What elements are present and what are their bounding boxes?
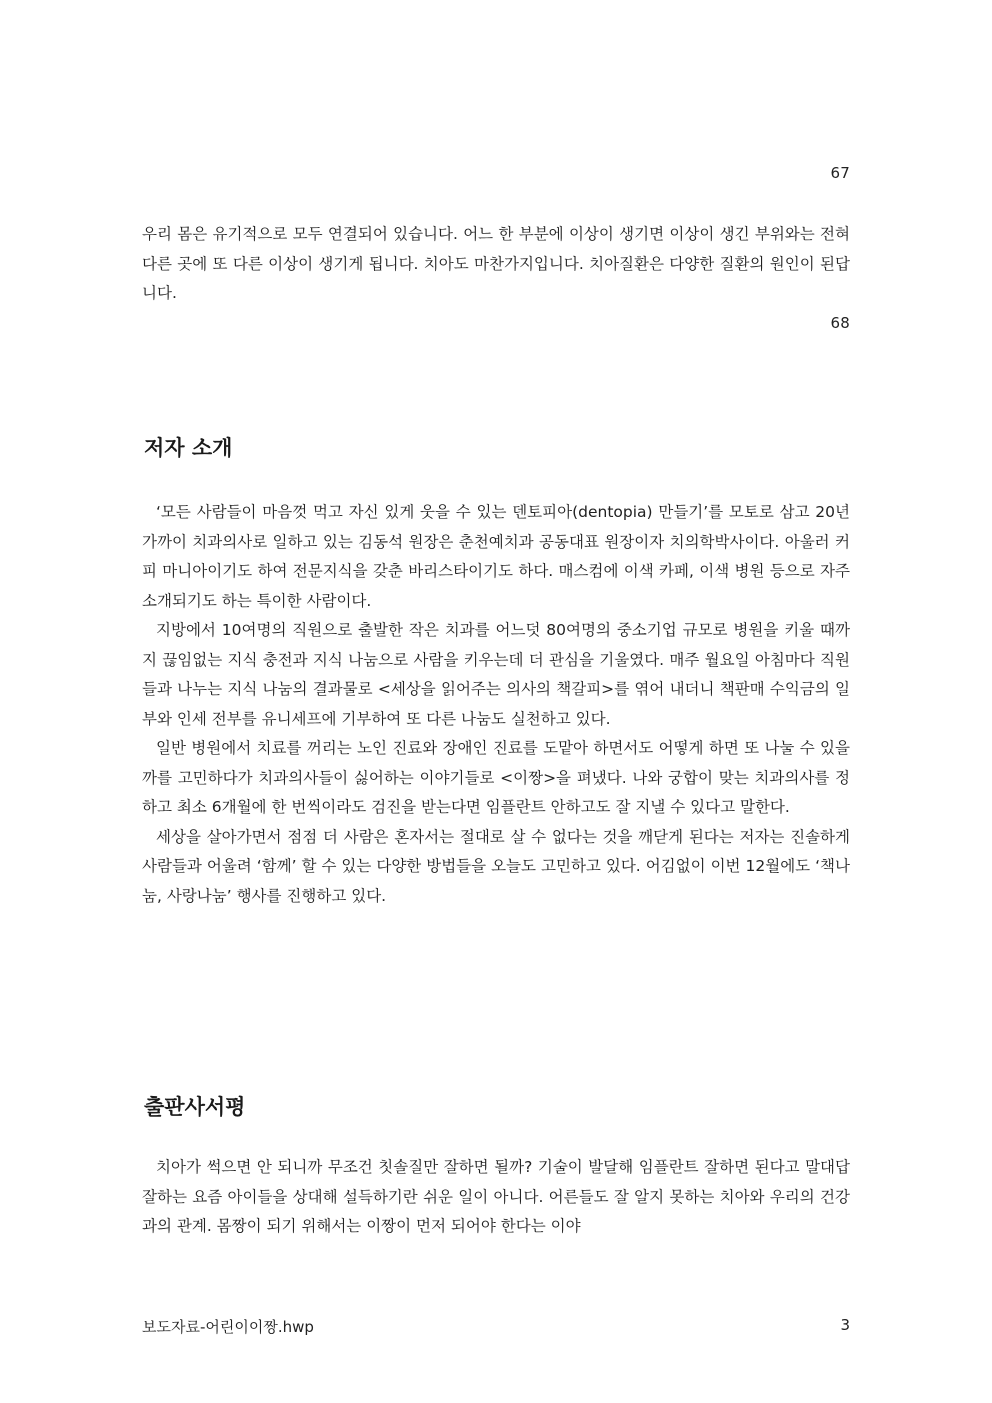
publisher-review-body <box>142 1153 850 1242</box>
publisher-review-heading: 출판사서평 <box>144 1094 246 1119</box>
intro-text: 우리 몸은 유기적으로 모두 연결되어 있습니다. 어느 한 부분에 이상이 생기면 이상이 생긴 부위와는 전혀 다른 곳에 또 다른 이상이 생기게 됩니다. 치아도 마찬가지입니다. 치아질환은 다양한 질환의 원인이 된답니다. <box>142 225 850 302</box>
intro-paragraph <box>142 220 850 309</box>
author-paragraph-1: ‘모든 사람들이 마음껏 먹고 자신 있게 웃을 수 있는 덴토피아(dentopia) 만들기’를 모토로 삼고 20년 가까이 치과의사로 일하고 있는 김동석 원장은 춘천예치과 공동대표 원장이자 치의학박사이다. 아울러 커피 마니아이기도 하여 전문지식을 갖춘 바리스타이기도 하다. 매스컴에 이색 카페, 이색 병원 등으로 자주 소개되기도 하는 특이한 사람이다. <box>142 503 850 610</box>
author-paragraph-2: 지방에서 10여명의 직원으로 출발한 작은 치과를 어느덧 80여명의 중소기업 규모로 병원을 키울 때까지 끊임없는 지식 충전과 지식 나눔으로 사람을 키우는데 더 관심을 기울였다. 매주 월요일 아침마다 직원들과 나누는 지식 나눔의 결과물로 <세상을 읽어주는 의사의 책갈피>를 엮어 내더니 책판매 수익금의 일부와 인세 전부를 유니세프에 기부하여 또 다른 나눔도 실천하고 있다. <box>142 621 850 728</box>
author-intro-heading: 저자 소개 <box>144 435 233 460</box>
author-paragraph-4: 세상을 살아가면서 점점 더 사람은 혼자서는 절대로 살 수 없다는 것을 깨닫게 된다는 저자는 진솔하게 사람들과 어울려 ‘함께’ 할 수 있는 다양한 방법들을 오늘도 고민하고 있다. 어김없이 이번 12월에도 ‘책나눔, 사랑나눔’ 행사를 진행하고 있다. <box>142 827 850 905</box>
footer-page-number: 3 <box>840 1316 850 1334</box>
author-intro-body <box>142 498 850 911</box>
caption-number-68: 68 <box>830 314 850 332</box>
footer-filename: 보도자료-어린이이짱.hwp <box>142 1318 314 1336</box>
caption-number-67: 67 <box>830 164 850 182</box>
author-paragraph-3: 일반 병원에서 치료를 꺼리는 노인 진료와 장애인 진료를 도맡아 하면서도 어떻게 하면 또 나눌 수 있을까를 고민하다가 치과의사들이 싫어하는 이야기들로 <이짱>을 펴냈다. 나와 궁합이 맞는 치과의사를 정하고 최소 6개월에 한 번씩이라도 검진을 받는다면 임플란트 안하고도 잘 지낼 수 있다고 말한다. <box>142 739 850 816</box>
publisher-paragraph-1: 치아가 썩으면 안 되니까 무조건 칫솔질만 잘하면 될까? 기술이 발달해 임플란트 잘하면 된다고 말대답 잘하는 요즘 아이들을 상대해 설득하기란 쉬운 일이 아니다. 어른들도 잘 알지 못하는 치아와 우리의 건강과의 관계. 몸짱이 되기 위해서는 이짱이 먼저 되어야 한다는 이야 <box>142 1158 850 1235</box>
